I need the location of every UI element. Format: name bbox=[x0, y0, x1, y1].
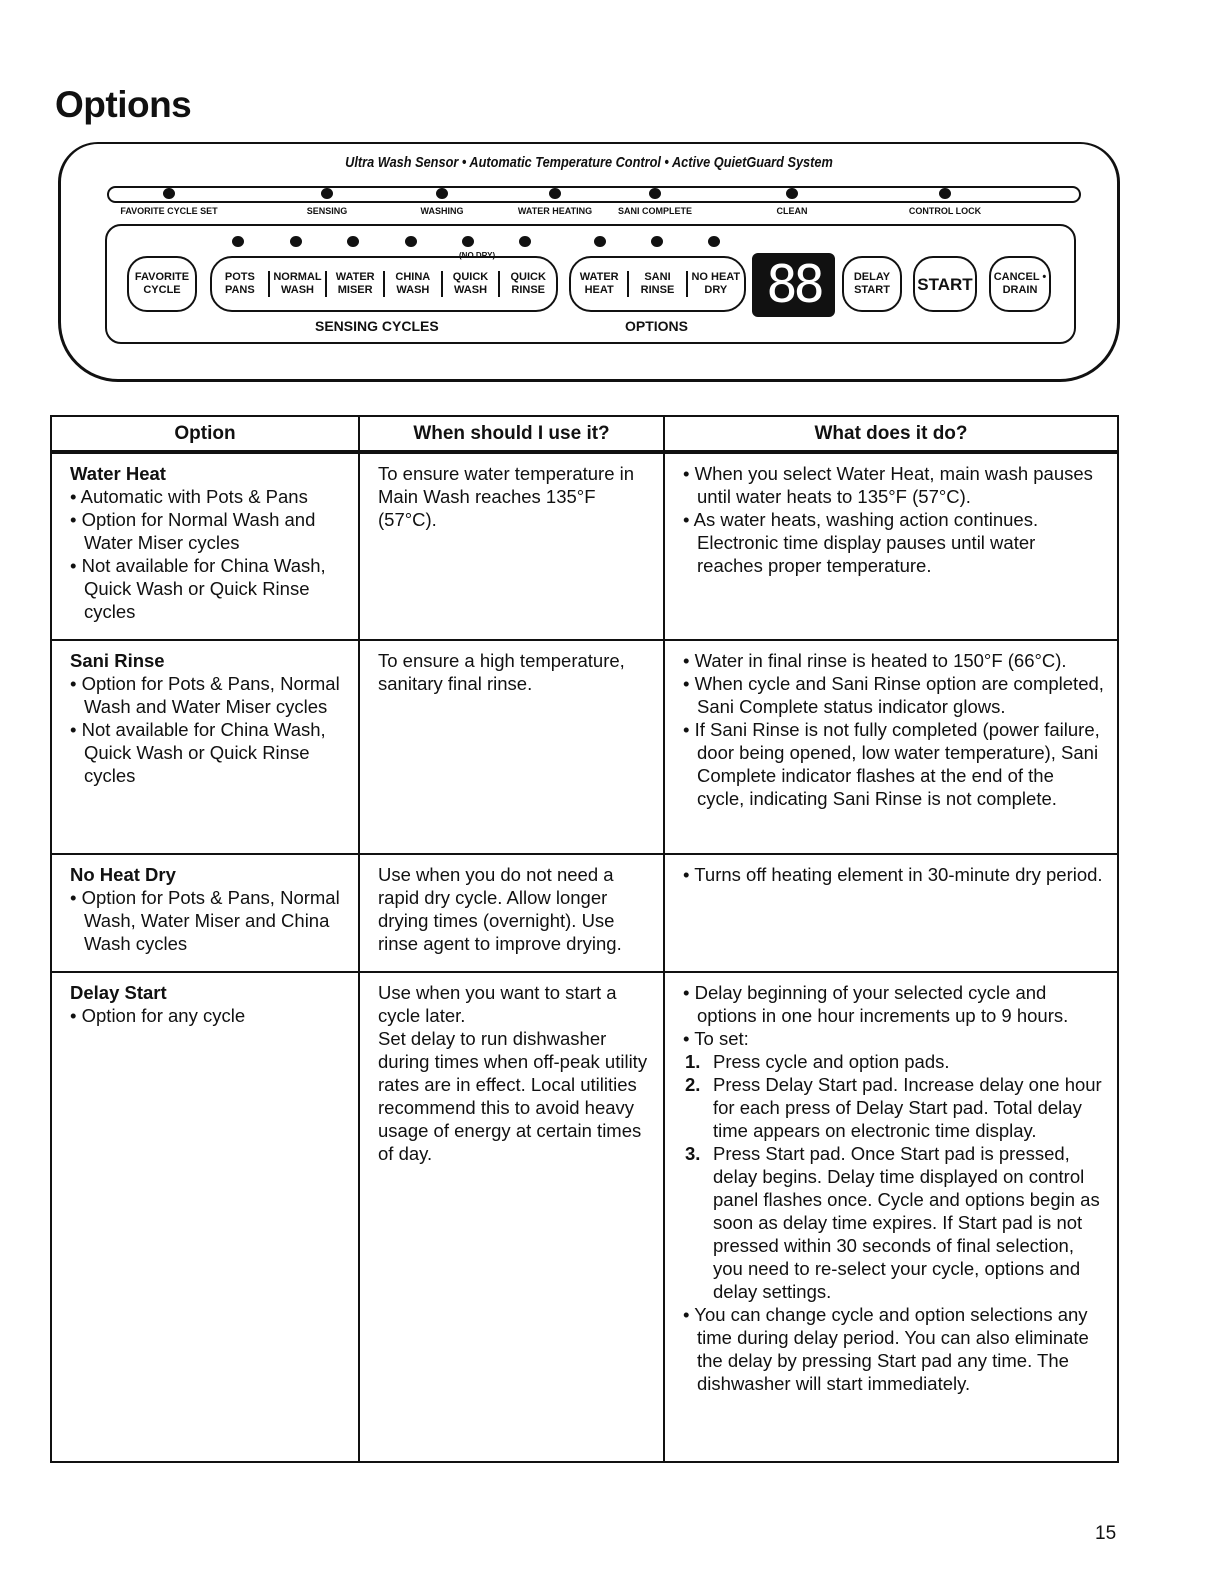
status-label: CONTROL LOCK bbox=[908, 206, 982, 216]
keypad-area bbox=[105, 224, 1076, 344]
cancel-drain-pad[interactable]: CANCEL • DRAIN bbox=[989, 256, 1051, 312]
option-note: • Option for Pots & Pans, Normal Wash, Water Miser and China Wash cycles bbox=[70, 886, 346, 955]
option-effect: • Turns off heating element in 30-minute dry period. bbox=[683, 863, 1105, 886]
status-label: SANI COMPLETE bbox=[617, 206, 693, 216]
option-effect: • When you select Water Heat, main wash pauses until water heats to 135°F (57°C). bbox=[683, 462, 1105, 508]
status-indicator-bar bbox=[107, 186, 1081, 203]
status-light bbox=[939, 188, 951, 199]
when-to-use: To ensure water temperature in Main Wash reaches 135°F (57°C). bbox=[359, 452, 664, 640]
option-note: • Option for any cycle bbox=[70, 1004, 346, 1027]
header-option: Option bbox=[51, 416, 359, 452]
control-panel-diagram bbox=[58, 142, 1120, 382]
header-when: When should I use it? bbox=[359, 416, 664, 452]
option-pad[interactable]: WATER HEAT bbox=[579, 271, 619, 296]
options-label: OPTIONS bbox=[625, 318, 689, 334]
cycle-light bbox=[290, 236, 302, 247]
status-light bbox=[549, 188, 561, 199]
table-row bbox=[51, 452, 1118, 640]
panel-tagline: Ultra Wash Sensor • Automatic Temperature Control • Active QuietGuard System bbox=[345, 154, 833, 171]
time-display: 88 bbox=[752, 253, 835, 317]
status-light bbox=[786, 188, 798, 199]
cycle-light bbox=[347, 236, 359, 247]
start-pad[interactable]: START bbox=[913, 256, 977, 312]
delay-start-pad[interactable]: DELAY START bbox=[842, 256, 902, 312]
option-name: Sani Rinse bbox=[70, 650, 165, 671]
sensing-cycles-label: SENSING CYCLES bbox=[315, 318, 439, 334]
option-note: • Option for Pots & Pans, Normal Wash and Water Miser cycles bbox=[70, 672, 346, 718]
option-pad[interactable]: SANI RINSE bbox=[627, 271, 685, 297]
step: 2. Press Delay Start pad. Increase delay one hour for each press of Delay Start pad. Total delay time appears on electronic time display. bbox=[685, 1074, 1102, 1141]
option-effect: • If Sani Rinse is not fully completed (power failure, door being opened, low water temperature), Sani Complete indicator flashes at the end of the cycle, indicating Sani Rinse is not complete. bbox=[683, 718, 1105, 810]
cycle-light bbox=[462, 236, 474, 247]
status-light bbox=[436, 188, 448, 199]
page-title: Options bbox=[55, 84, 192, 125]
steps-list bbox=[683, 1050, 1105, 1303]
cycle-pad[interactable]: POTS PANS bbox=[224, 271, 255, 296]
status-label: SENSING bbox=[306, 206, 348, 216]
status-light bbox=[321, 188, 333, 199]
status-label: WASHING bbox=[420, 206, 464, 216]
sensing-cycles-group bbox=[210, 256, 558, 312]
step: 3. Press Start pad. Once Start pad is pressed, delay begins. Delay time displayed on control panel flashes once. Cycle and options begin as soon as delay time expires. If Start pad is not pressed within 30 seconds of final selection, you need to re-select your cycle, options and delay settings. bbox=[685, 1143, 1100, 1302]
cycle-light bbox=[232, 236, 244, 247]
header-what: What does it do? bbox=[664, 416, 1118, 452]
cycle-pad[interactable]: NORMAL WASH bbox=[268, 271, 326, 297]
table-row bbox=[51, 972, 1118, 1462]
options-group bbox=[569, 256, 746, 312]
option-effect: • You can change cycle and option selections any time during delay period. You can also eliminate the delay by pressing Start pad any time. The dishwasher will start immediately. bbox=[683, 1303, 1105, 1395]
option-name: No Heat Dry bbox=[70, 864, 176, 885]
page-number: 15 bbox=[1095, 1523, 1117, 1544]
cycle-light bbox=[594, 236, 606, 247]
favorite-cycle-pad[interactable]: FAVORITE CYCLE bbox=[127, 256, 197, 312]
option-pad[interactable]: NO HEAT DRY bbox=[686, 271, 744, 297]
no-dry-note: (NO DRY) bbox=[459, 251, 496, 260]
step: 1. Press cycle and option pads. bbox=[685, 1051, 950, 1072]
table-row bbox=[51, 640, 1118, 854]
cycle-pad[interactable]: CHINA WASH bbox=[383, 271, 441, 297]
option-effect: • To set: bbox=[683, 1027, 1105, 1050]
option-name: Water Heat bbox=[70, 463, 166, 484]
option-effect: • Water in final rinse is heated to 150°F (66°C). bbox=[683, 649, 1105, 672]
cycle-pad[interactable]: QUICK RINSE bbox=[498, 271, 556, 297]
option-name: Delay Start bbox=[70, 982, 167, 1003]
table-row bbox=[51, 854, 1118, 972]
status-light bbox=[649, 188, 661, 199]
cycle-pad[interactable]: WATER MISER bbox=[325, 271, 383, 297]
cycle-light bbox=[651, 236, 663, 247]
when-to-use: Use when you want to start a cycle later. Set delay to run dishwasher during times when off-peak utility rates are in effect. Local utilities recommend this to avoid heavy usage of energy at certain times of day. bbox=[359, 972, 664, 1462]
cycle-light bbox=[519, 236, 531, 247]
option-effect: • When cycle and Sani Rinse option are completed, Sani Complete status indicator glows. bbox=[683, 672, 1105, 718]
option-note: • Not available for China Wash, Quick Wash or Quick Rinse cycles bbox=[70, 718, 346, 787]
cycle-light bbox=[405, 236, 417, 247]
when-to-use: Use when you do not need a rapid dry cycle. Allow longer drying times (overnight). Use rinse agent to improve drying. bbox=[359, 854, 664, 972]
options-table bbox=[50, 415, 1119, 1463]
option-note: • Option for Normal Wash and Water Miser cycles bbox=[70, 508, 346, 554]
status-light bbox=[163, 188, 175, 199]
option-effect: • As water heats, washing action continues. Electronic time display pauses until water reaches proper temperature. bbox=[683, 508, 1105, 577]
cycle-light bbox=[708, 236, 720, 247]
status-label: WATER HEATING bbox=[517, 206, 593, 216]
option-note: • Not available for China Wash, Quick Wash or Quick Rinse cycles bbox=[70, 554, 346, 623]
when-to-use: To ensure a high temperature, sanitary final rinse. bbox=[359, 640, 664, 854]
cycle-pad[interactable]: QUICK WASH bbox=[441, 271, 499, 297]
option-note: • Automatic with Pots & Pans bbox=[70, 485, 346, 508]
status-label: CLEAN bbox=[776, 206, 808, 216]
status-label: FAVORITE CYCLE SET bbox=[120, 206, 218, 216]
option-effect: • Delay beginning of your selected cycle and options in one hour increments up to 9 hours. bbox=[683, 981, 1105, 1027]
